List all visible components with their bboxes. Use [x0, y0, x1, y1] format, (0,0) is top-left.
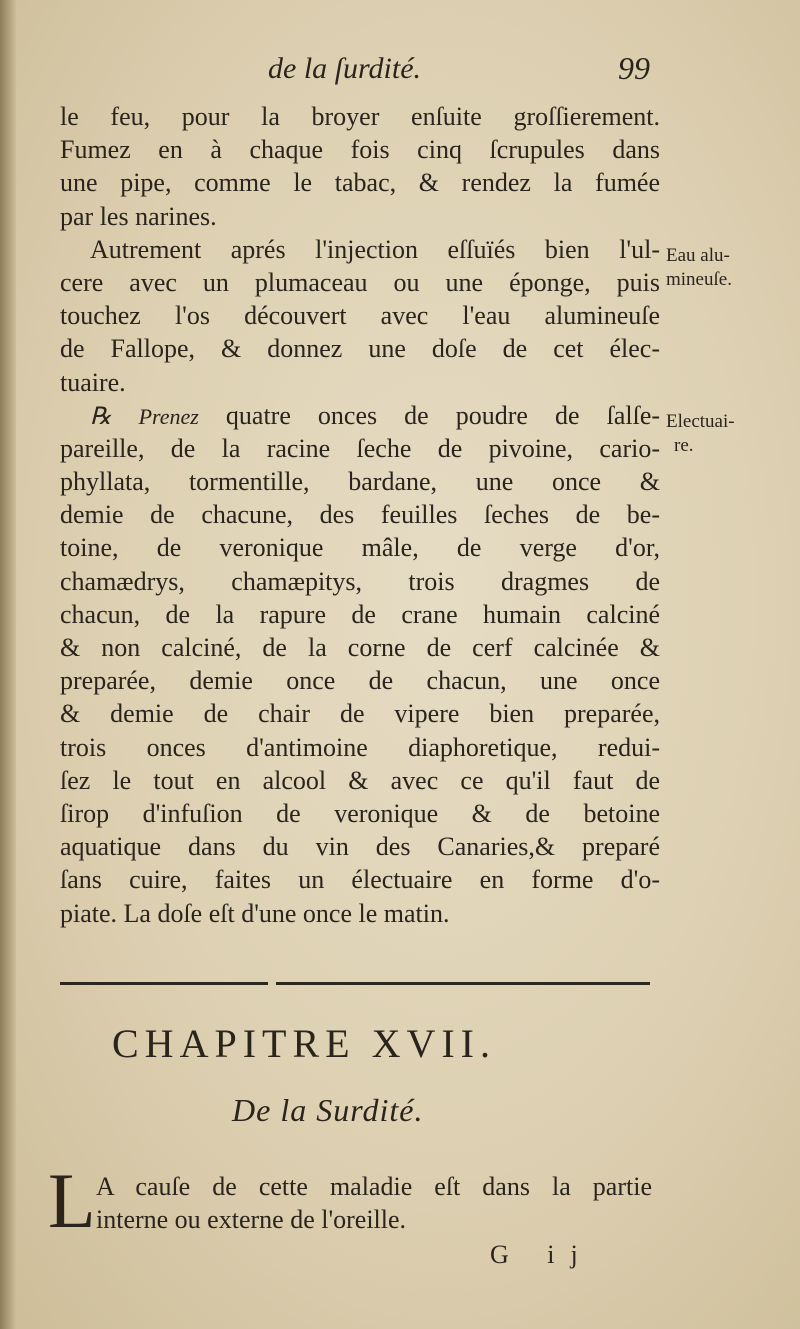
chapter-heading: CHAPITRE XVII. [112, 1021, 496, 1066]
text-line: trois onces d'antimoine diaphoretique, redui- [60, 732, 660, 762]
chapter-opening [96, 1170, 652, 1236]
text-line: preparée, demie once de chacun, une once [60, 666, 660, 696]
text-line: Fumez en à chaque fois cinq ſcrupules dans [60, 135, 660, 165]
text-line: ſans cuire, faites un électuaire en forme d'o- [60, 865, 660, 895]
recipe-symbol: ℞ [90, 403, 112, 430]
text-line: pareille, de la racine ſeche de pivoine, cario- [60, 433, 660, 463]
recipe-line [60, 399, 660, 432]
text-line: chacun, de la rapure de crane humain calciné [60, 599, 660, 629]
margin-note-line: re. [674, 435, 694, 456]
text-line: une pipe, comme le tabac, & rendez la fumée [60, 168, 660, 198]
margin-note-eau-alumineuse [666, 244, 732, 292]
recipe-word: Prenez [138, 403, 199, 429]
text-line: demie de chacune, des feuilles ſeches de be- [60, 500, 660, 530]
body-text [60, 100, 660, 930]
text-line: le feu, pour la broyer enſuite groſſierement. [60, 102, 660, 131]
text-line: & non calciné, de la corne de cerf calcinée & [60, 633, 660, 662]
drop-cap: L [48, 1157, 96, 1244]
text-line: aquatique dans du vin des Canaries,& preparé [60, 832, 660, 862]
margin-note-line: Eau alu- [666, 245, 730, 266]
chapter-subtitle: De la Surdité. [232, 1092, 424, 1128]
running-title: de la ſurdité. [268, 52, 422, 85]
text-line: cere avec un plumaceau ou une éponge, puis [60, 267, 660, 297]
rule-break [268, 978, 276, 988]
section-divider-rule [60, 982, 650, 985]
text-line: quatre onces de poudre de ſalſe- [225, 400, 661, 430]
text-line: tuaire. [60, 367, 126, 397]
text-line: ſez le tout en alcool & avec ce qu'il faut de [60, 765, 660, 795]
text-line: A cauſe de cette maladie eſt dans la partie [96, 1172, 652, 1201]
text-line: touchez l'os découvert avec l'eau alumineuſe [60, 301, 660, 331]
text-line: ſirop d'infuſion de veronique & de betoine [60, 798, 660, 828]
text-line: par les narines. [60, 201, 217, 231]
text-line: chamædrys, chamæpitys, trois dragmes de [60, 566, 660, 596]
page-gutter-shadow [0, 0, 16, 1329]
signature-mark: G ij [490, 1240, 594, 1269]
margin-note-electuaire [666, 410, 735, 458]
text-line: phyllata, tormentille, bardane, une once & [60, 467, 660, 497]
page-number: 99 [618, 50, 650, 86]
text-line: piate. La doſe eſt d'une once le matin. [60, 898, 450, 928]
text-line: Autrement aprés l'injection eſſuïés bien l'ul- [90, 234, 660, 264]
text-line: toine, de veronique mâle, de verge d'or, [60, 533, 660, 563]
text-line: & demie de chair de vipere bien preparée, [60, 699, 660, 729]
text-line: de Fallope, & donnez une doſe de cet élec- [60, 334, 660, 364]
margin-note-line: mineuſe. [666, 269, 732, 290]
margin-note-line: Electuai- [666, 411, 735, 432]
text-line: interne ou externe de l'oreille. [96, 1205, 407, 1235]
